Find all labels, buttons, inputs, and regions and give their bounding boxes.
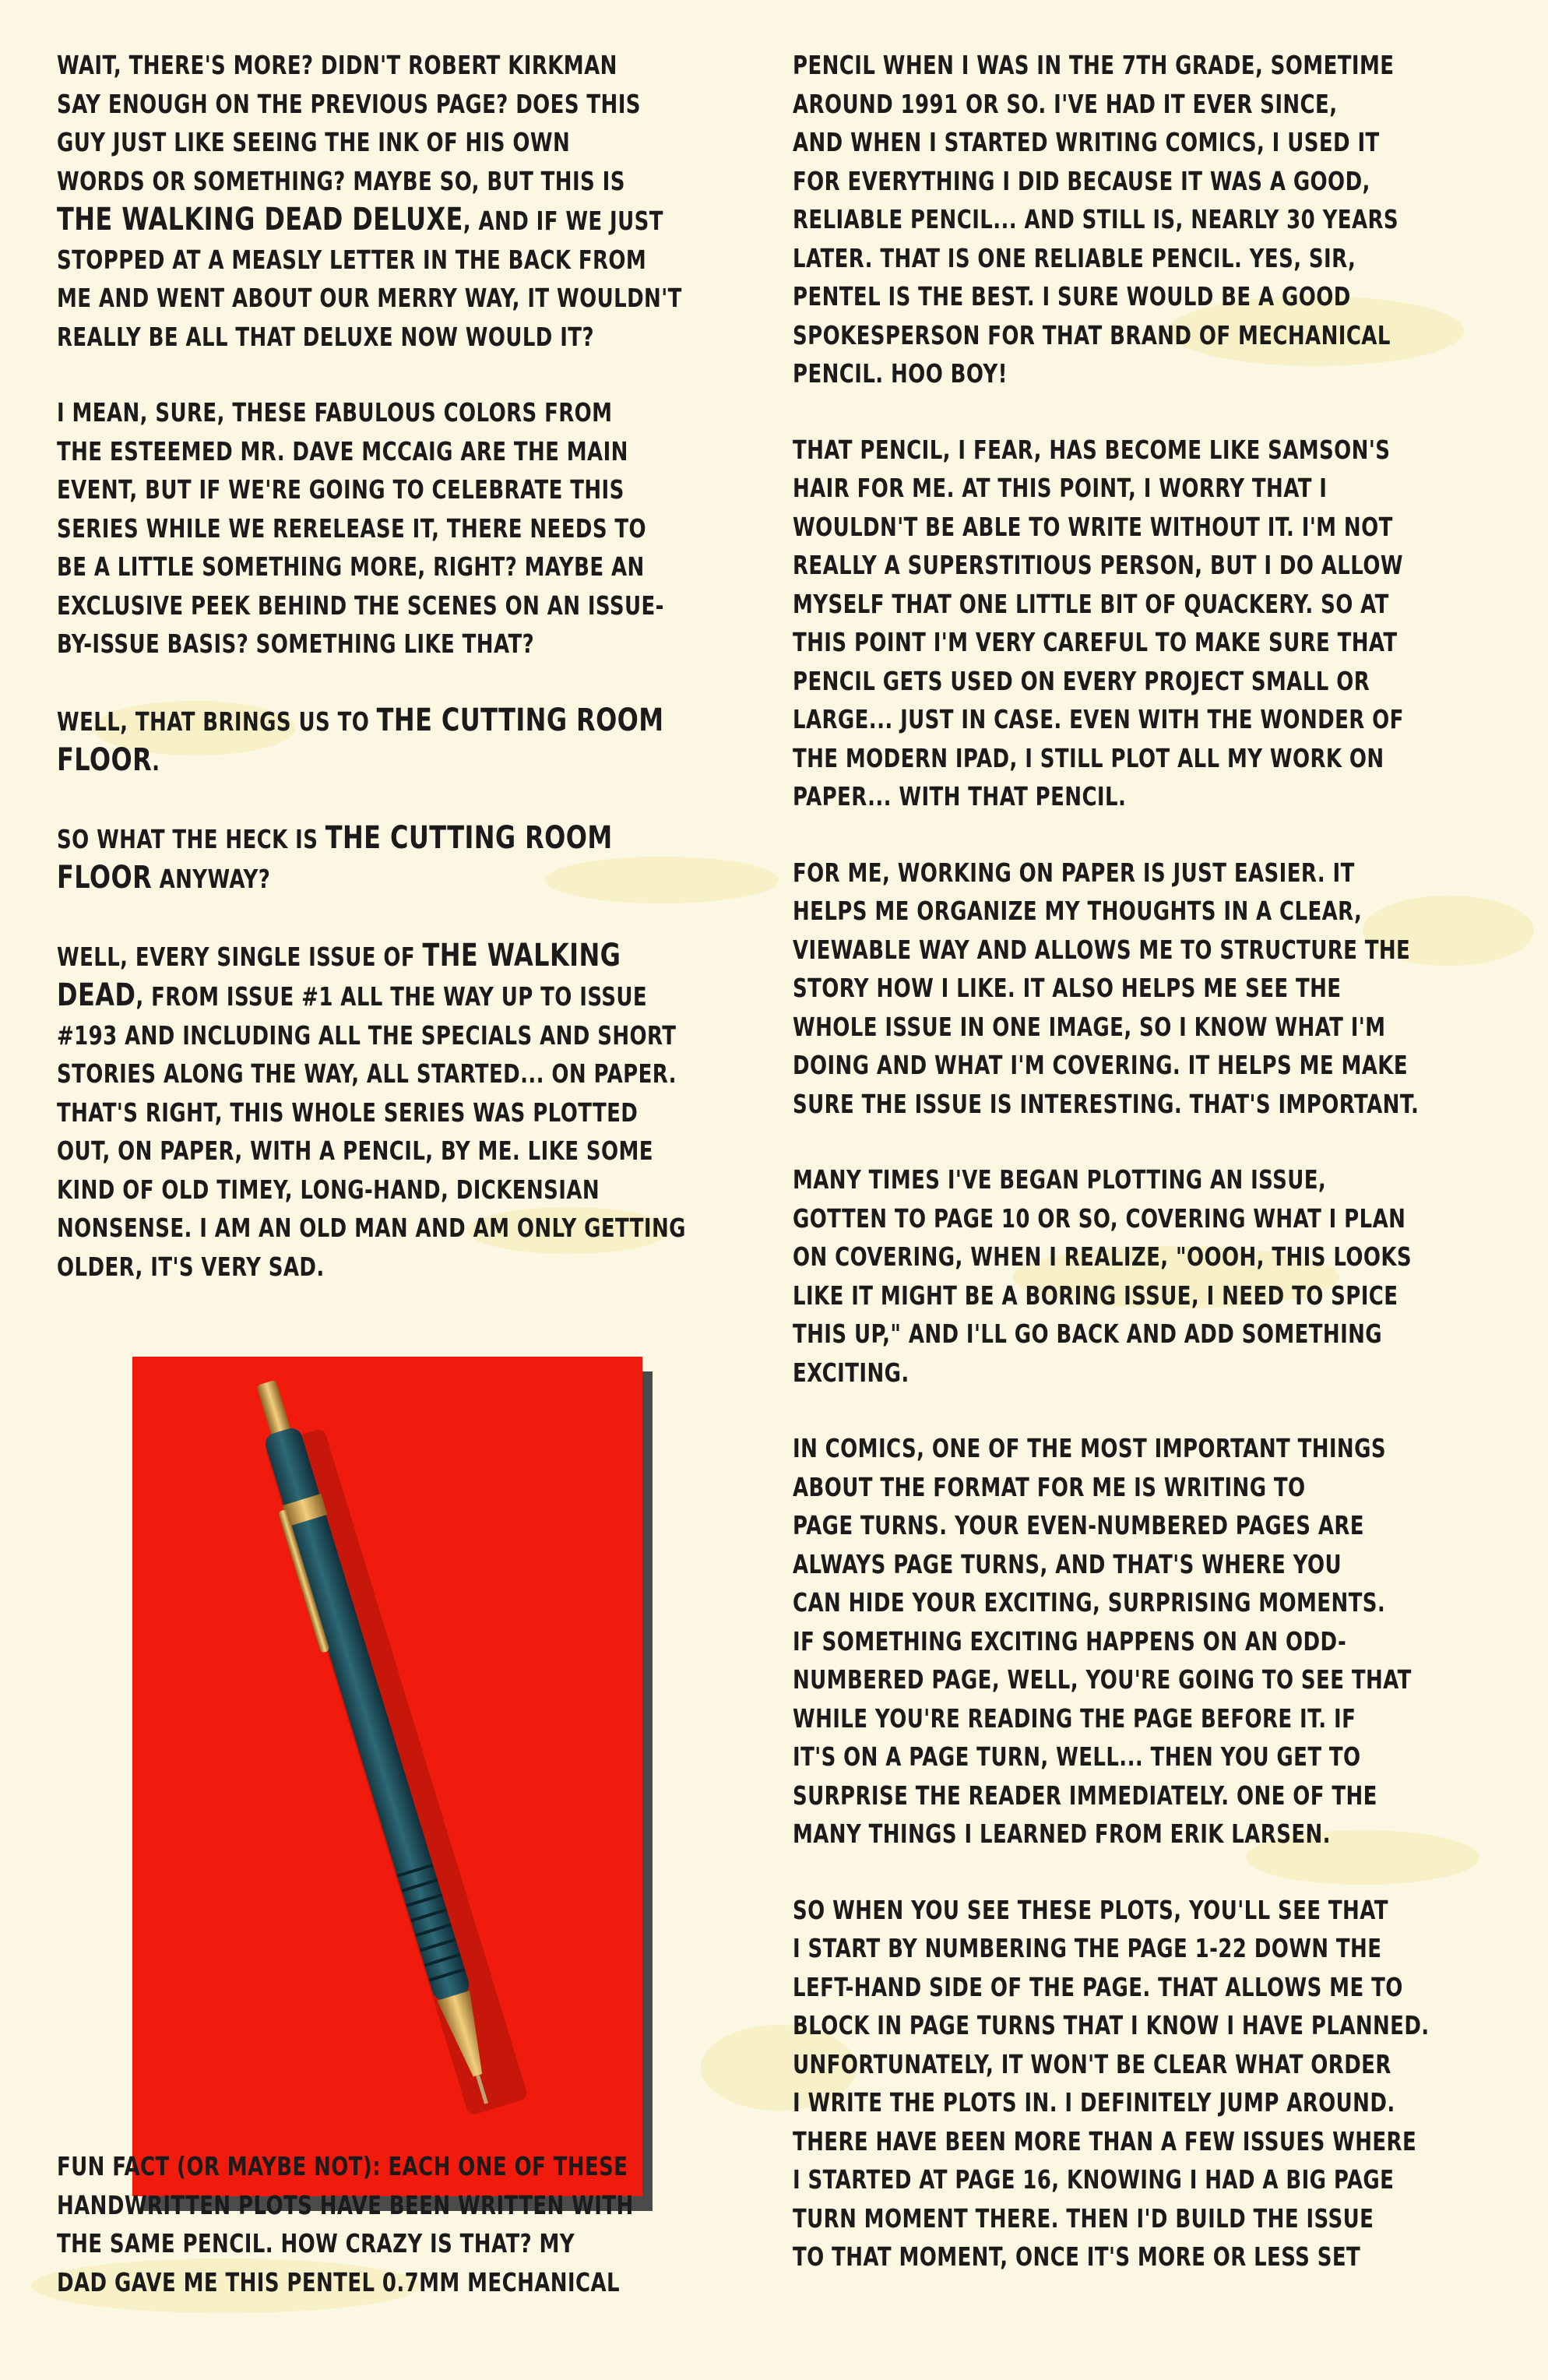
mechanical-pencil-image: [132, 1357, 642, 2196]
boring-issue-paragraph: MANY TIMES I'VE BEGAN PLOTTING AN ISSUE, GOTTEN TO PAGE 10 OR SO, COVERING WHAT I PLAN ON COVERING, WHEN I REALIZE, "OOOH, THIS LOOKS LIKE IT MIGHT BE A BORING ISSUE, I NEED TO SPICE THIS UP," AND I'LL GO BACK AND ADD SOMETHING EXCITING.: [793, 1165, 1413, 1388]
fun-fact-paragraph: FUN FACT (OR MAYBE NOT): EACH ONE OF THESE HANDWRITTEN PLOTS HAVE BEEN WRITTEN WITH THE SAME PENCIL. HOW CRAZY IS THAT? MY DAD GAVE ME THIS PENTEL 0.7MM MECHANICAL: [57, 2152, 634, 2297]
colors-paragraph: I MEAN, SURE, THESE FABULOUS COLORS FROM THE ESTEEMED MR. DAVE MCCAIG ARE THE MAIN EVENT, BUT IF WE'RE GOING TO CELEBRATE THIS SERIES WHILE WE RERELEASE IT, THERE NEEDS TO BE A LITTLE SOMETHING MORE, RIGHT? MAYBE AN EXCLUSIVE PEEK BEHIND THE SCENES ON AN ISSUE- BY-ISSUE BASIS? SOMETHING LIKE THAT?: [57, 398, 664, 659]
title-emphasis: THE CUTTING ROOM FLOOR: [57, 819, 613, 896]
left-column: [57, 47, 758, 1324]
numbering-paragraph: SO WHEN YOU SEE THESE PLOTS, YOU'LL SEE THAT I START BY NUMBERING THE PAGE 1-22 DOWN THE LEFT-HAND SIDE OF THE PAGE. THAT ALLOWS ME TO BLOCK IN PAGE TURNS THAT I KNOW I HAVE PLANNED. UNFORTUNATELY, IT WON'T BE CLEAR WHAT ORDER I WRITE THE PLOTS IN. I DEFINITELY JUMP AROUND. THERE HAVE BEEN MORE THAN A FEW ISSUES WHERE I STARTED AT PAGE 16, KNOWING I HAD A BIG PAGE TURN MOMENT THERE. THEN I'D BUILD THE ISSUE TO THAT MOMENT, ONCE IT'S MORE OR LESS SET: [793, 1895, 1430, 2272]
title-emphasis: THE WALKING DEAD: [57, 937, 621, 1013]
samson-paragraph: THAT PENCIL, I FEAR, HAS BECOME LIKE SAMSON'S HAIR FOR ME. AT THIS POINT, I WORRY THAT I WOULDN'T BE ABLE TO WRITE WITHOUT IT. I'M NOT REALLY A SUPERSTITIOUS PERSON, BUT I DO ALLOW MYSELF THAT ONE LITTLE BIT OF QUACKERY. SO AT THIS POINT I'M VERY CAREFUL TO MAKE SURE THAT PENCIL GETS USED ON EVERY PROJECT SMALL OR LARGE... JUST IN CASE. EVEN WITH THE WONDER OF THE MODERN IPAD, I STILL PLOT ALL MY WORK ON PAPER... WITH THAT PENCIL.: [793, 435, 1404, 812]
question-paragraph: SO WHAT THE HECK IS THE CUTTING ROOM FLOOR ANYWAY?: [57, 819, 613, 896]
title-emphasis: THE CUTTING ROOM FLOOR: [57, 702, 664, 778]
fun-fact-block: [57, 2148, 758, 2340]
pencil-history-paragraph: PENCIL WHEN I WAS IN THE 7TH GRADE, SOMETIME AROUND 1991 OR SO. I'VE HAD IT EVER SINCE, AND WHEN I STARTED WRITING COMICS, I USED IT FOR EVERYTHING I DID BECAUSE IT WAS A GOOD, RELIABLE PENCIL... AND STILL IS, NEARLY 30 YEARS LATER. THAT IS ONE RELIABLE PENCIL. YES, SIR, PENTEL IS THE BEST. I SURE WOULD BE A GOOD SPOKESPERSON FOR THAT BRAND OF MECHANICAL PENCIL. HOO BOY!: [793, 51, 1399, 389]
pencil-photo: [132, 1357, 642, 2196]
intro-paragraph: WAIT, THERE'S MORE? DIDN'T ROBERT KIRKMAN SAY ENOUGH ON THE PREVIOUS PAGE? DOES THIS GUY JUST LIKE SEEING THE INK OF HIS OWN WORDS OR SOMETHING? MAYBE SO, BUT THIS IS THE WALKING DEAD DELUXE, AND IF WE JUST STOPPED AT A MEASLY LETTER IN THE BACK FROM ME AND WENT ABOUT OUR MERRY WAY, IT WOULDN'T REALLY BE ALL THAT DELUXE NOW WOULD IT?: [57, 51, 682, 352]
cutting-room-paragraph: WELL, THAT BRINGS US TO THE CUTTING ROOM FLOOR.: [57, 702, 664, 778]
paper-paragraph: WELL, EVERY SINGLE ISSUE OF THE WALKING DEAD, FROM ISSUE #1 ALL THE WAY UP TO ISSUE #193 AND INCLUDING ALL THE SPECIALS AND SHORT STORIES ALONG THE WAY, ALL STARTED... ON PAPER. THAT'S RIGHT, THIS WHOLE SERIES WAS PLOTTED OUT, ON PAPER, WITH A PENCIL, BY ME. LIKE SOME KIND OF OLD TIMEY, LONG-HAND, DICKENSIAN NONSENSE. I AM AN OLD MAN AND AM ONLY GETTING OLDER, IT'S VERY SAD.: [57, 937, 686, 1282]
page-turns-paragraph: IN COMICS, ONE OF THE MOST IMPORTANT THINGS ABOUT THE FORMAT FOR ME IS WRITING TO PAGE TURNS. YOUR EVEN-NUMBERED PAGES ARE ALWAYS PAGE TURNS, AND THAT'S WHERE YOU CAN HIDE YOUR EXCITING, SURPRISING MOMENTS. IF SOMETHING EXCITING HAPPENS ON AN ODD- NUMBERED PAGE, WELL, YOU'RE GOING TO SEE THAT WHILE YOU'RE READING THE PAGE BEFORE IT. IF IT'S ON A PAGE TURN, WELL... THEN YOU GET TO SURPRISE THE READER IMMEDIATELY. ONE OF THE MANY THINGS I LEARNED FROM ERIK LARSEN.: [793, 1434, 1412, 1849]
title-emphasis: THE WALKING DEAD DELUXE: [57, 202, 463, 238]
paper-easier-paragraph: FOR ME, WORKING ON PAPER IS JUST EASIER. IT HELPS ME ORGANIZE MY THOUGHTS IN A CLEAR, VIEWABLE WAY AND ALLOWS ME TO STRUCTURE THE STORY HOW I LIKE. IT ALSO HELPS ME SEE THE WHOLE ISSUE IN ONE IMAGE, SO I KNOW WHAT I'M DOING AND WHAT I'M COVERING. IT HELPS ME MAKE SURE THE ISSUE IS INTERESTING. THAT'S IMPORTANT.: [793, 857, 1420, 1119]
pencil-photo-shadow: [142, 1371, 653, 2211]
eraser-cap: [256, 1380, 291, 1438]
right-column: [793, 47, 1493, 2315]
